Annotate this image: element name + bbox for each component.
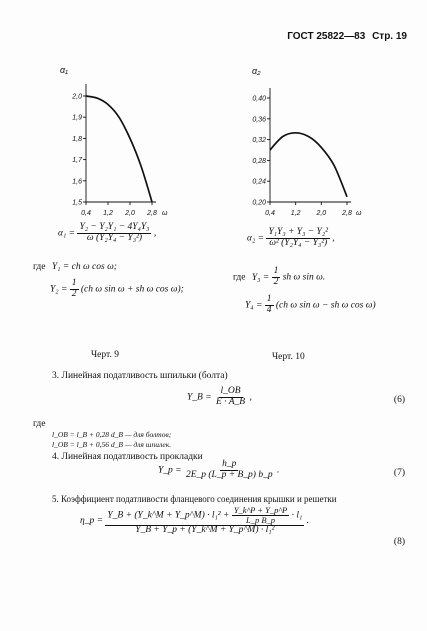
- page-number: Стр. 19: [372, 31, 407, 42]
- x-tick-label: 2,8: [147, 210, 157, 217]
- where3-label: где: [33, 419, 46, 429]
- y-tick-label: 1,6: [72, 178, 82, 186]
- y-tick-label: 0,36: [252, 116, 266, 124]
- y4-formula: Y₄ = $\frac{1}{4}$ (ch ω sin ω − sh ω cos ω): [245, 294, 376, 315]
- y-tick-label: 1,9: [72, 114, 82, 122]
- section5-title: 5. Коэффициент податливости фланцевого соединения крышки и решетки: [52, 494, 337, 504]
- y-tick-label: 1,5: [72, 199, 82, 207]
- alpha1-formula: α₁ = $\frac{\text{Y₂ − Y₂Y₁ − 4Y₄Y₃}}{\text{ω (Y₂Y₄ − Y₃²)}}$ ,: [58, 222, 157, 243]
- standard-number: ГОСТ 25822—83: [287, 31, 366, 42]
- y-tick-label: 0,20: [252, 199, 266, 207]
- x-tick-label: 1,2: [290, 210, 301, 217]
- eq8: η_p = Y_B + (Y_k^M + Y_p^M) · l₁² + $\frac{Y\_k\^{}P + Y\_p\^{}P}{\text{L\_p B\_p}}$ · l₁ Y_B + Y_p + (Y_k^M + Y_p^M) · l₁² .: [80, 505, 310, 535]
- chart10-caption: Черт. 10: [272, 352, 305, 362]
- y-tick-label: 1,8: [72, 135, 82, 143]
- section4-title: 4. Линейная податливость прокладки: [52, 452, 203, 462]
- chart10-x-unit: ω: [356, 210, 362, 217]
- running-header: [287, 31, 407, 42]
- x-tick-label: 1,2: [103, 210, 113, 217]
- y2-formula: Y₂ = $\frac{1}{2}$ (ch ω sin ω + sh ω cos ω);: [50, 278, 184, 299]
- chart-10: [234, 60, 369, 223]
- y-tick-label: 1,7: [72, 157, 82, 165]
- section3-title: 3. Линейная податливость шпильки (болта): [52, 371, 228, 381]
- y3-formula: где Y₃ = $\frac{1}{2}$ sh ω sin ω.: [233, 266, 326, 287]
- y-tick-label: 0,28: [252, 157, 266, 165]
- chart10-y-symbol: α₂: [252, 66, 261, 76]
- chart9-y-symbol: α₁: [60, 65, 68, 75]
- where1-line: где Y₁ = ch ω cos ω;: [33, 262, 117, 272]
- eq7: Y_p = $\frac{h\_p}{2E\_p (L\_p + B\_p) b\_p}$ .: [158, 459, 280, 480]
- lob-bolt-line: l_OB = l_B + 0,28 d_B — для болтов;: [52, 430, 172, 439]
- x-tick-label: 0,4: [265, 210, 275, 217]
- chart9-curve: [86, 96, 152, 202]
- chart10-curve: [270, 133, 347, 197]
- eq8-number: (8): [393, 537, 405, 547]
- y-tick-label: 2,0: [72, 93, 82, 101]
- y-tick-label: 0,32: [252, 137, 266, 145]
- eq7-number: (7): [393, 468, 405, 478]
- alpha2-formula: α₂ = $\frac{\text{Y₁Y₃ + Y₃ − Y₂²}}{\text{ω² (Y₂Y₄ − Y₃²)}}$ ,: [247, 227, 335, 248]
- x-tick-label: 2,8: [342, 210, 352, 217]
- x-tick-label: 2,0: [125, 210, 135, 217]
- x-tick-label: 2,0: [316, 210, 327, 217]
- chart9-caption: Черт. 9: [91, 350, 119, 360]
- x-tick-label: 0,4: [81, 210, 91, 217]
- chart-9: [52, 58, 177, 228]
- y-tick-label: 0,24: [252, 178, 266, 186]
- chart9-x-unit: ω: [162, 210, 168, 217]
- lob-stud-line: l_OB = l_B + 0,56 d_B — для шпилек.: [52, 440, 172, 449]
- eq6-number: (6): [393, 395, 405, 405]
- y-tick-label: 0,40: [252, 95, 266, 103]
- eq6: Y_B = $\frac{l\_OB}{E \cdot A\_B}$ ,: [187, 386, 252, 407]
